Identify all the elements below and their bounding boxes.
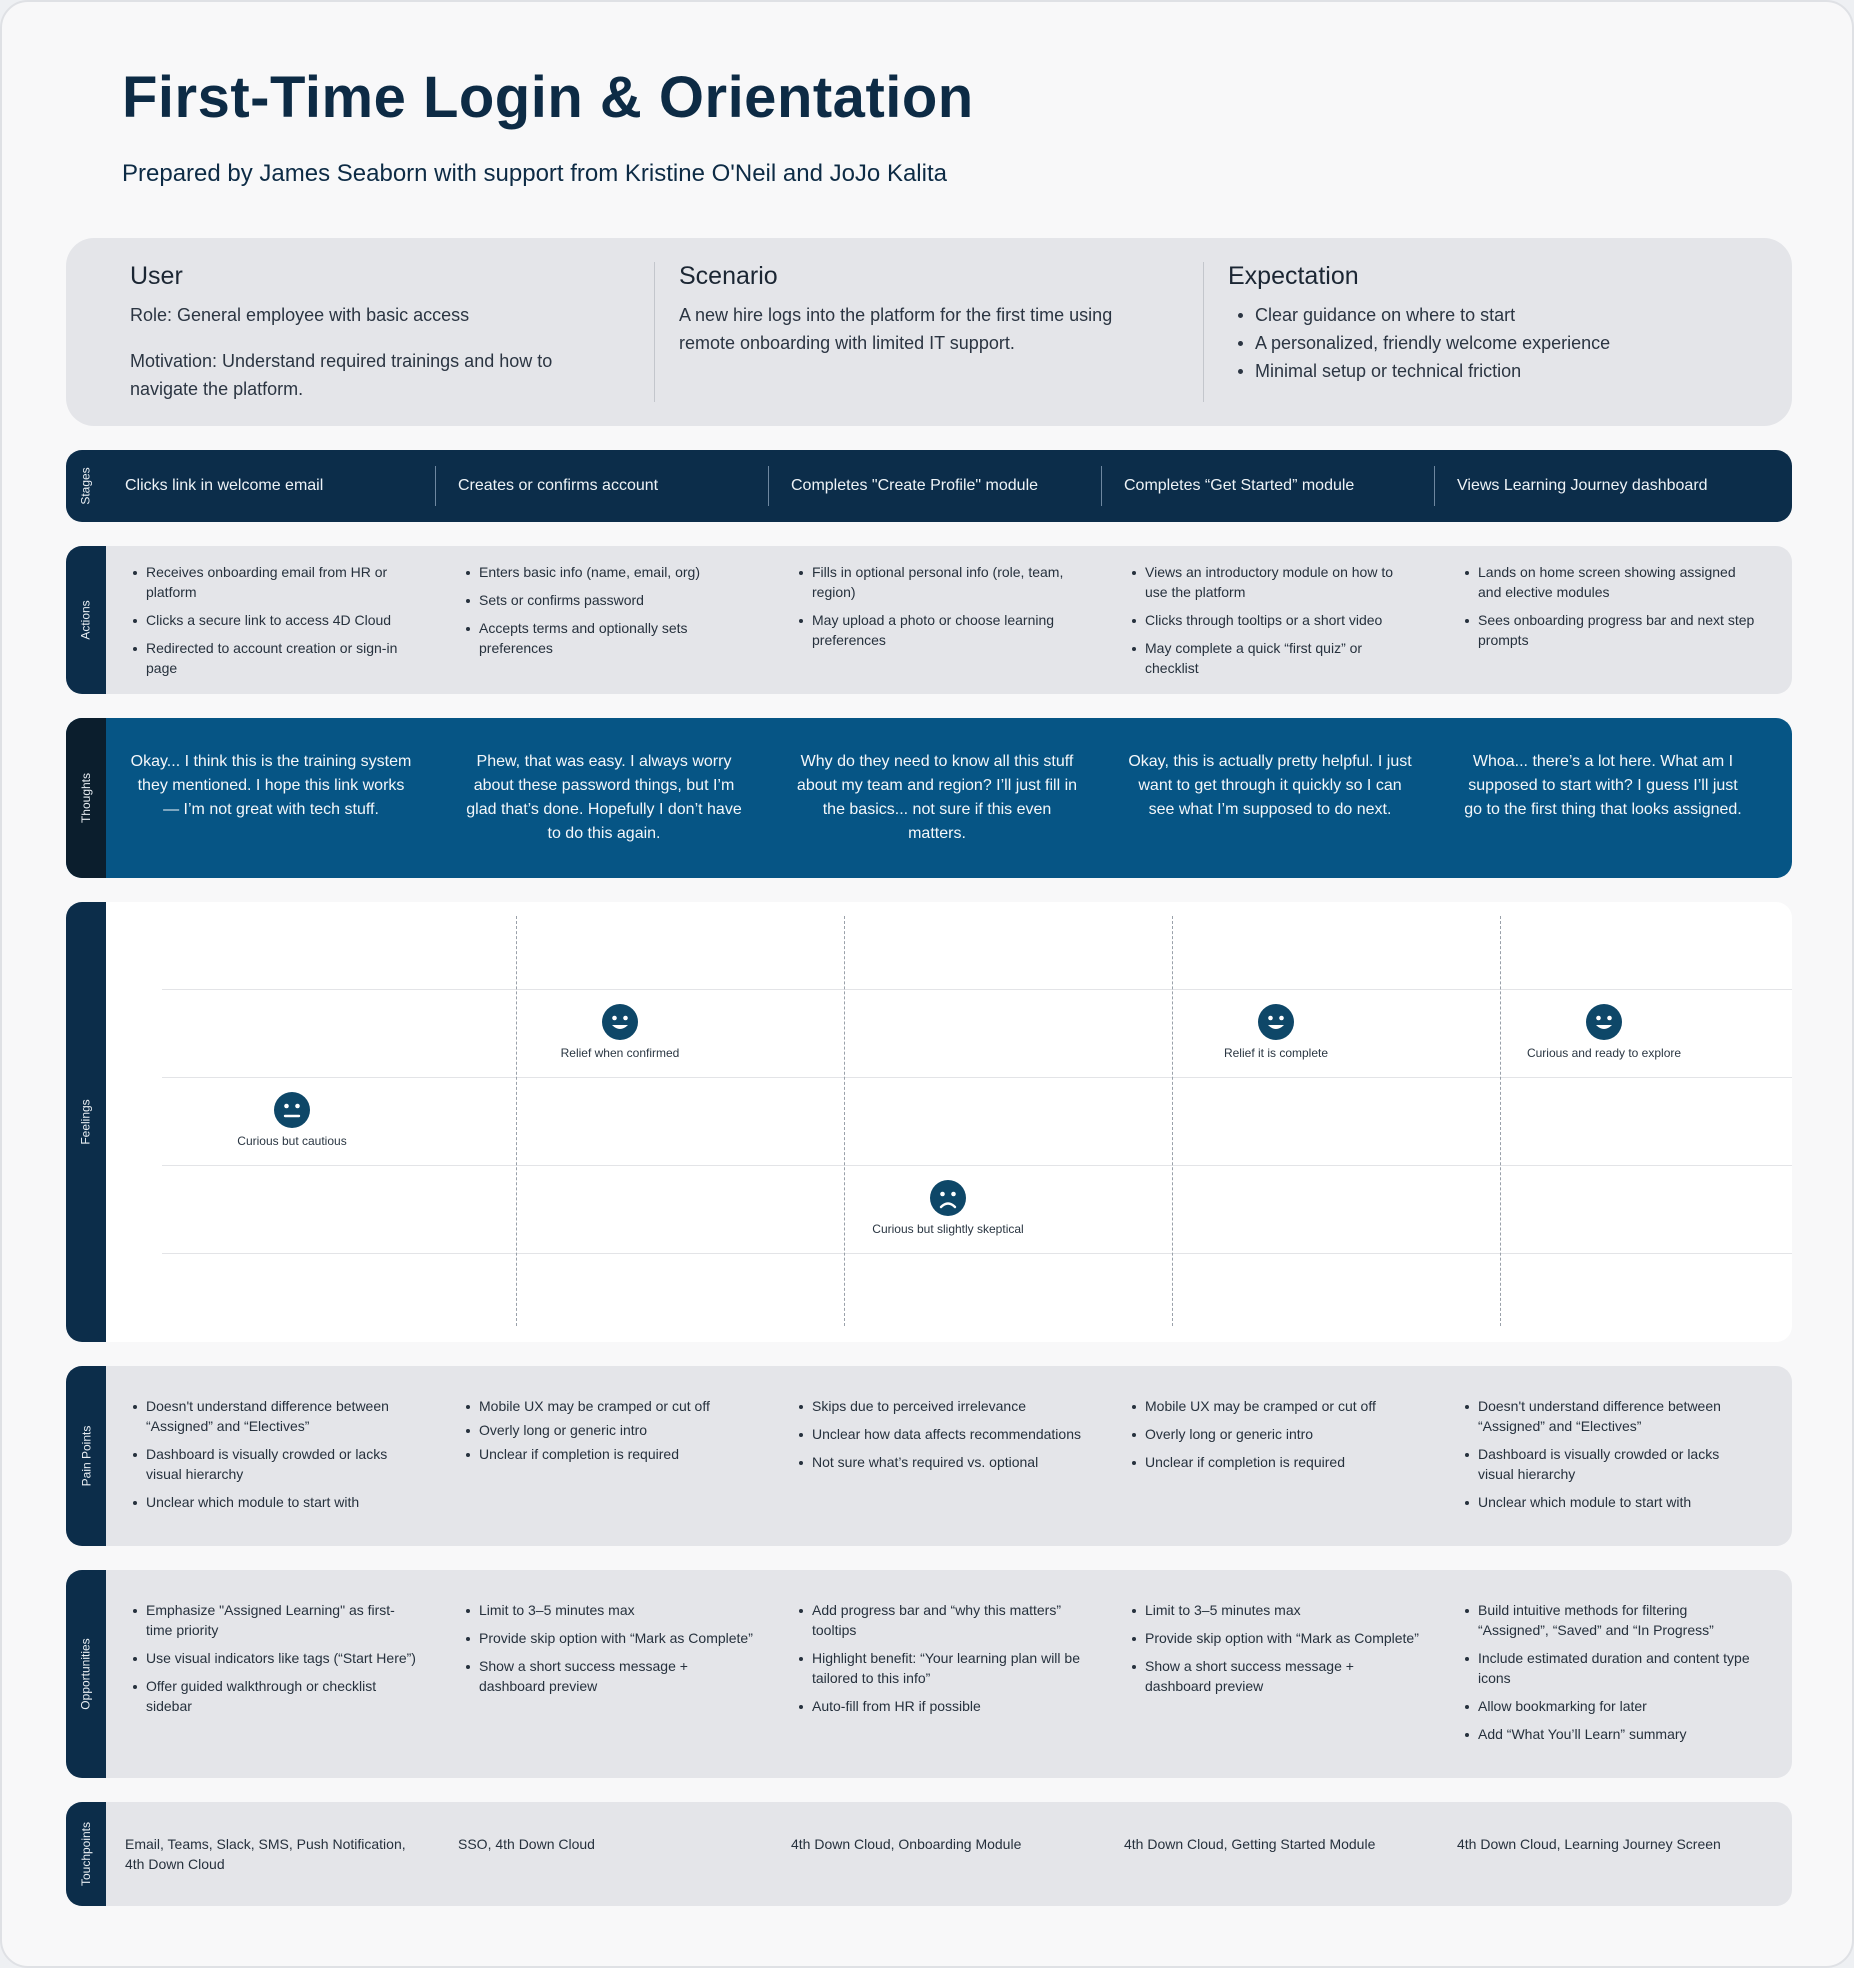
action-item: Receives onboarding email from HR or platform [125,562,420,602]
opportunity-item: Auto-fill from HR if possible [791,1696,1091,1716]
summary-divider [1203,262,1204,402]
opportunity-cell-2 [458,1600,753,1704]
action-item: Clicks through tooltips or a short video [1124,610,1419,630]
expectation-item: A personalized, friendly welcome experience [1228,329,1748,357]
actions-label: Actions [66,546,106,694]
opportunity-cell-1 [125,1600,420,1724]
pain-cell-3 [791,1396,1086,1480]
feeling-gridline [162,1165,1792,1166]
action-item: May upload a photo or choose learning preferences [791,610,1086,650]
opportunity-item: Show a short success message + dashboard preview [458,1656,753,1696]
opportunity-cell-5 [1457,1600,1757,1752]
user-motivation: Motivation: Understand required trainings and how to navigate the platform. [130,351,553,399]
stage-divider [768,466,769,506]
pain-item: Skips due to perceived irrelevance [791,1396,1086,1416]
touchpoint-2: SSO, 4th Down Cloud [458,1836,595,1852]
pain-points-row [66,1366,1792,1546]
feeling-1 [172,1092,412,1148]
pain-item: Overly long or generic intro [458,1420,753,1440]
action-item: Accepts terms and optionally sets preferences [458,618,753,658]
touchpoints-label: Touchpoints [66,1802,106,1906]
opportunity-item: Limit to 3–5 minutes max [1124,1600,1419,1620]
feeling-label: Curious and ready to explore [1526,1046,1682,1060]
pain-item: Unclear how data affects recommendations [791,1424,1086,1444]
user-section [130,262,600,402]
stages-row [66,450,1792,522]
opportunity-item: Emphasize "Assigned Learning" as first-time priority [125,1600,420,1640]
thoughts-label: Thoughts [66,718,106,878]
neutral-face-icon [274,1092,310,1128]
feeling-gridline [162,989,1792,990]
touchpoints-row [66,1802,1792,1906]
thought-4: Okay, this is actually pretty helpful. I just want to get through it quickly so I can see what I’m supposed to do next. [1128,753,1412,818]
thought-5: Whoa... there’s a lot here. What am I supposed to start with? I guess I’ll just go to the first thing that looks assigned. [1464,753,1742,818]
feeling-4 [1156,1004,1396,1060]
opportunity-item: Allow bookmarking for later [1457,1696,1757,1716]
pain-item: Unclear if completion is required [458,1444,753,1464]
actions-cell-5 [1457,562,1757,658]
scenario-heading: Scenario [679,262,778,290]
stage-divider [1434,466,1435,506]
pain-item: Unclear which module to start with [1457,1492,1757,1512]
feeling-label: Relief it is complete [1223,1046,1329,1060]
pain-cell-5 [1457,1396,1757,1520]
opportunities-row [66,1570,1792,1778]
feeling-label: Relief when confirmed [560,1046,680,1060]
touchpoint-3: 4th Down Cloud, Onboarding Module [791,1836,1022,1852]
opportunity-item: Offer guided walkthrough or checklist sidebar [125,1676,420,1716]
pain-item: Mobile UX may be cramped or cut off [458,1396,753,1416]
stage-divider [435,466,436,506]
feeling-gridline [162,1077,1792,1078]
touchpoint-4: 4th Down Cloud, Getting Started Module [1124,1836,1376,1852]
pain-item: Dashboard is visually crowded or lacks visual hierarchy [1457,1444,1757,1484]
opportunity-item: Show a short success message + dashboard preview [1124,1656,1419,1696]
pain-item: Not sure what’s required vs. optional [791,1452,1086,1472]
pain-cell-1 [125,1396,420,1520]
pain-item: Overly long or generic intro [1124,1424,1419,1444]
opportunity-item: Limit to 3–5 minutes max [458,1600,753,1620]
stage-2: Creates or confirms account [458,477,659,494]
feeling-5 [1484,1004,1724,1060]
actions-cell-3 [791,562,1086,658]
pain-item: Doesn't understand difference between “Assigned” and “Electives” [125,1396,420,1436]
feeling-divider [1172,916,1173,1326]
page-title: First-Time Login & Orientation [122,65,974,130]
feeling-gridline [162,1253,1792,1254]
feelings-label: Feelings [66,902,106,1342]
stages-label: Stages [78,467,93,505]
stage-4: Completes “Get Started” module [1124,477,1355,494]
pain-item: Mobile UX may be cramped or cut off [1124,1396,1419,1416]
pain-cell-2 [458,1396,753,1468]
scenario-section [679,262,1169,402]
expectation-item: Minimal setup or technical friction [1228,357,1748,385]
user-role: Role: General employee with basic access [130,305,470,325]
pain-item: Dashboard is visually crowded or lacks visual hierarchy [125,1444,420,1484]
stage-5: Views Learning Journey dashboard [1457,477,1708,494]
frown-face-icon [930,1180,966,1216]
pain-cell-4 [1124,1396,1419,1480]
opportunity-item: Highlight benefit: “Your learning plan will be tailored to this info” [791,1648,1091,1688]
stage-1: Clicks link in welcome email [125,477,324,494]
feeling-label: Curious but cautious [237,1134,347,1148]
smiley-face-icon [1258,1004,1294,1040]
action-item: Views an introductory module on how to use the platform [1124,562,1419,602]
opportunity-item: Use visual indicators like tags (“Start Here”) [125,1648,420,1668]
feeling-divider [516,916,517,1326]
opportunities-label: Opportunities [66,1570,106,1778]
touchpoint-5: 4th Down Cloud, Learning Journey Screen [1457,1836,1721,1852]
action-item: Clicks a secure link to access 4D Cloud [125,610,420,630]
thought-2: Phew, that was easy. I always worry about these password things, but I’m glad that’s done. Hopefully I don’t have to do this again. [466,753,742,842]
expectation-item: Clear guidance on where to start [1228,301,1748,329]
action-item: Sees onboarding progress bar and next step prompts [1457,610,1757,650]
action-item: Fills in optional personal info (role, team, region) [791,562,1086,602]
smiley-face-icon [1586,1004,1622,1040]
actions-cell-1 [125,562,420,686]
action-item: Enters basic info (name, email, org) [458,562,753,582]
action-item: Lands on home screen showing assigned and elective modules [1457,562,1757,602]
thought-3: Why do they need to know all this stuff about my team and region? I’ll just fill in the basics... not sure if this even matters. [796,753,1078,842]
expectation-heading: Expectation [1228,262,1359,290]
smiley-face-icon [602,1004,638,1040]
stage-3: Completes "Create Profile" module [791,477,1039,494]
feeling-3 [828,1180,1068,1236]
touchpoint-1: Email, Teams, Slack, SMS, Push Notification, 4th Down Cloud [125,1836,406,1872]
actions-cell-4 [1124,562,1419,686]
actions-cell-2 [458,562,753,666]
feeling-divider [844,916,845,1326]
action-item: Sets or confirms password [458,590,753,610]
actions-row [66,546,1792,694]
thoughts-row [66,718,1792,878]
feeling-2 [500,1004,740,1060]
feeling-divider [1500,916,1501,1326]
opportunity-item: Add progress bar and “why this matters” tooltips [791,1600,1091,1640]
pain-item: Unclear if completion is required [1124,1452,1419,1472]
pain-item: Unclear which module to start with [125,1492,420,1512]
feelings-row [66,902,1792,1342]
opportunity-cell-3 [791,1600,1091,1724]
stage-divider [1101,466,1102,506]
action-item: Redirected to account creation or sign-in page [125,638,420,678]
expectation-list [1228,301,1748,385]
opportunity-item: Add “What You’ll Learn” summary [1457,1724,1757,1744]
pain-points-label: Pain Points [66,1366,106,1546]
action-item: May complete a quick “first quiz” or checklist [1124,638,1419,678]
opportunity-cell-4 [1124,1600,1419,1704]
opportunity-item: Provide skip option with “Mark as Complete” [458,1628,753,1648]
opportunity-item: Include estimated duration and content type icons [1457,1648,1757,1688]
pain-item: Doesn't understand difference between “Assigned” and “Electives” [1457,1396,1757,1436]
expectation-section [1228,262,1748,402]
summary-divider [654,262,655,402]
opportunity-item: Provide skip option with “Mark as Complete” [1124,1628,1419,1648]
thought-1: Okay... I think this is the training system they mentioned. I hope this link works — I’m not great with tech stuff. [130,753,412,818]
opportunity-item: Build intuitive methods for filtering “Assigned”, “Saved” and “In Progress” [1457,1600,1757,1640]
feeling-label: Curious but slightly skeptical [872,1222,1024,1236]
page-subtitle: Prepared by James Seaborn with support from Kristine O'Neil and JoJo Kalita [122,160,947,187]
scenario-text: A new hire logs into the platform for the first time using remote onboarding with limited IT support. [679,305,1113,353]
summary-panel [66,238,1792,426]
user-heading: User [130,262,183,290]
